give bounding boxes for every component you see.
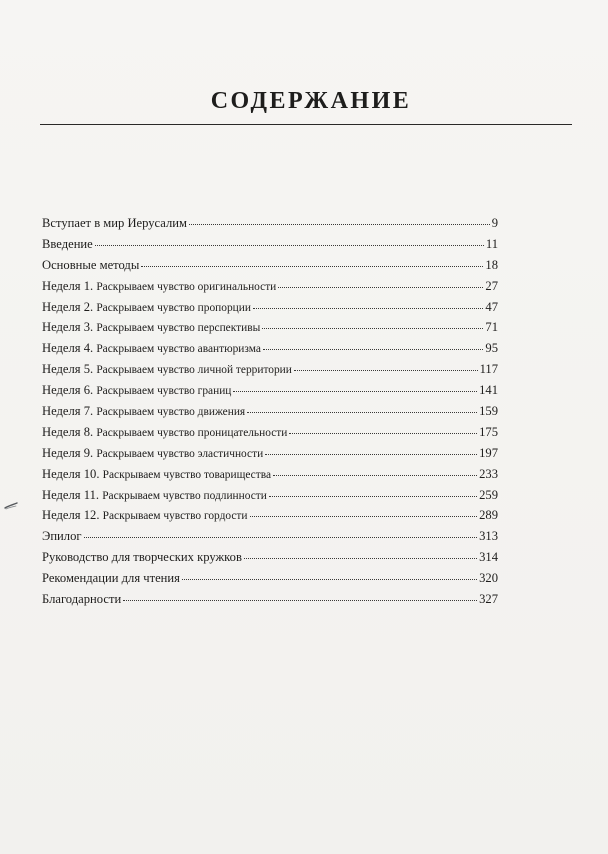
- toc-entry-title: Неделя 1. Раскрываем чувство оригинальности: [42, 278, 277, 293]
- toc-entry[interactable]: [42, 508, 498, 529]
- dot-leader: [141, 266, 483, 267]
- dot-leader: [262, 328, 483, 329]
- toc-entry-title: Неделя 2. Раскрываем чувство пропорции: [42, 299, 251, 314]
- toc-entry-title: Неделя 5. Раскрываем чувство личной территории: [42, 362, 292, 377]
- toc-entry[interactable]: [42, 571, 498, 592]
- toc-entry[interactable]: [42, 300, 498, 321]
- dot-leader: [265, 454, 477, 455]
- toc-page-number: 314: [479, 550, 498, 565]
- toc-page-number: 18: [485, 257, 498, 272]
- toc-entry[interactable]: [42, 383, 498, 404]
- toc-entry-title: Неделя 4. Раскрываем чувство авантюризма: [42, 341, 261, 356]
- toc-page-number: 27: [485, 278, 498, 293]
- toc-entry-title: Неделя 10. Раскрываем чувство товарищества: [42, 466, 272, 481]
- toc-entry[interactable]: [42, 341, 498, 362]
- toc-entry-title: Неделя 12. Раскрываем чувство гордости: [42, 508, 248, 523]
- toc-entry[interactable]: [42, 550, 498, 571]
- toc-page-number: 327: [479, 592, 498, 607]
- dot-leader: [84, 537, 478, 538]
- toc-page-number: 95: [485, 341, 498, 356]
- toc-entry-title: Неделя 7. Раскрываем чувство движения: [42, 404, 246, 419]
- toc-page-number: 117: [479, 362, 498, 377]
- toc-page-number: 289: [479, 508, 498, 523]
- toc-entry-title: Неделя 9. Раскрываем чувство эластичности: [42, 445, 264, 460]
- dot-leader: [233, 391, 477, 392]
- toc-page-number: 313: [479, 529, 498, 544]
- toc-page-number: 320: [479, 571, 498, 586]
- toc-page-number: 11: [485, 236, 498, 251]
- dot-leader: [263, 349, 483, 350]
- toc-page-number: 259: [479, 487, 498, 502]
- toc-page-number: 9: [491, 216, 498, 230]
- toc-entry-title: Неделя 11. Раскрываем чувство подлинности: [42, 487, 267, 502]
- toc-entry-title: Неделя 3. Раскрываем чувство перспективы: [42, 320, 261, 335]
- dot-leader: [273, 475, 477, 476]
- dot-leader: [244, 558, 477, 559]
- toc-entry-title: Благодарности: [42, 592, 122, 607]
- toc-page-number: 47: [485, 299, 498, 314]
- toc-page-number: 197: [479, 445, 498, 460]
- toc-entry-title: Рекомендации для чтения: [42, 571, 180, 586]
- pencil-mark-icon: [4, 502, 18, 510]
- toc-entry[interactable]: [42, 279, 498, 300]
- toc-page-number: 233: [479, 466, 498, 481]
- toc-entry[interactable]: [42, 592, 498, 613]
- toc-entry-title: Неделя 8. Раскрываем чувство проницательности: [42, 424, 288, 439]
- toc-entry[interactable]: [42, 529, 498, 550]
- toc-page-number: 71: [485, 320, 498, 335]
- dot-leader: [294, 370, 478, 371]
- toc-page-number: 159: [479, 404, 498, 419]
- dot-leader: [253, 308, 483, 309]
- toc-entry-title: Введение: [42, 236, 93, 251]
- toc-entry[interactable]: [42, 488, 498, 509]
- toc-entry[interactable]: [42, 446, 498, 467]
- dot-leader: [250, 516, 478, 517]
- table-of-contents: [42, 216, 498, 613]
- toc-entry-title: Руководство для творческих кружков: [42, 550, 242, 565]
- toc-page-number: 175: [479, 424, 498, 439]
- dot-leader: [189, 224, 490, 225]
- toc-entry[interactable]: [42, 320, 498, 341]
- page-title: СОДЕРЖАНИЕ: [210, 88, 412, 114]
- toc-entry[interactable]: [42, 258, 498, 279]
- toc-entry[interactable]: [42, 216, 498, 237]
- toc-entry-title: Основные методы: [42, 257, 140, 272]
- dot-leader: [95, 245, 484, 246]
- toc-entry[interactable]: [42, 362, 498, 383]
- toc-entry-title: Неделя 6. Раскрываем чувство границ: [42, 383, 232, 398]
- toc-entry[interactable]: [42, 404, 498, 425]
- title-underline: [40, 124, 572, 125]
- toc-entry-title: Вступает в мир Иерусалим: [42, 216, 187, 230]
- dot-leader: [247, 412, 477, 413]
- toc-page-number: 141: [479, 383, 498, 398]
- dot-leader: [289, 433, 477, 434]
- heading-block: [40, 84, 572, 125]
- dot-leader: [182, 579, 477, 580]
- toc-entry-title: Эпилог: [42, 529, 82, 544]
- toc-entry[interactable]: [42, 425, 498, 446]
- toc-entry[interactable]: [42, 467, 498, 488]
- dot-leader: [278, 287, 483, 288]
- dot-leader: [123, 600, 477, 601]
- dot-leader: [269, 496, 477, 497]
- toc-entry[interactable]: [42, 237, 498, 258]
